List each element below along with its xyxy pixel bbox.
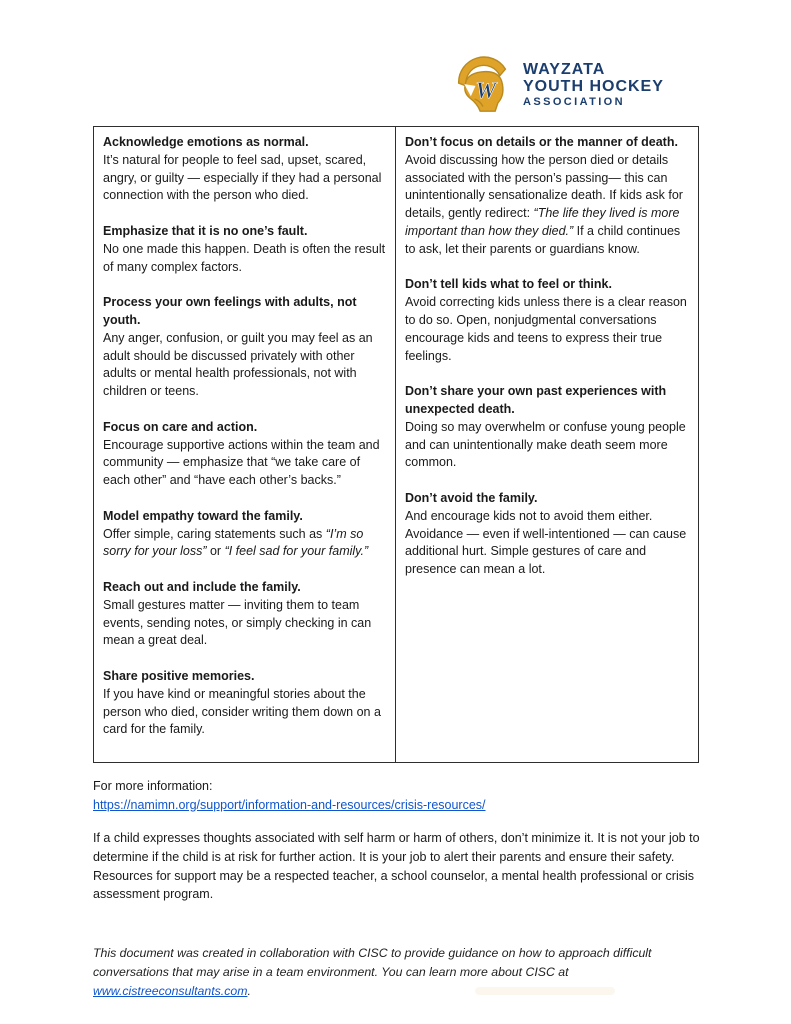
trojan-helmet-icon bbox=[452, 56, 514, 114]
footer-text-post: . bbox=[247, 983, 251, 998]
guidance-body: It’s natural for people to feel sad, upset, scared, angry, or guilty — especially if they had a personal connection with the person who died. bbox=[103, 152, 382, 203]
guidance-item bbox=[405, 276, 689, 365]
wyha-logo bbox=[452, 56, 664, 114]
guidance-heading: Don’t tell kids what to feel or think. bbox=[405, 277, 612, 292]
guidance-item bbox=[103, 419, 386, 490]
guidance-body: If you have kind or meaningful stories about the person who died, consider writing them down on a card for the family. bbox=[103, 686, 381, 737]
guidance-item bbox=[103, 134, 386, 205]
guidance-heading: Don’t avoid the family. bbox=[405, 490, 538, 505]
guidance-body: Small gestures matter — inviting them to team events, sending notes, or simply checking in can mean a great deal. bbox=[103, 597, 372, 648]
more-info-label: For more information: bbox=[93, 779, 213, 793]
guidance-item bbox=[103, 508, 386, 561]
safety-paragraph: If a child expresses thoughts associated with self harm or harm of others, don’t minimize it. It is not your job to determine if the child is at risk for further action. It is your job to alert their parents and ensure their safety. Resources for support may be a respected teacher, a school counselor, a mental health professional or crisis assessment program. bbox=[93, 831, 700, 902]
guidance-heading: Process your own feelings with adults, not youth. bbox=[103, 295, 357, 327]
guidance-body: Any anger, confusion, or guilt you may feel as an adult should be discussed privately with other adults or mental health professionals, not with children or teens. bbox=[103, 330, 373, 399]
guidance-body: Encourage supportive actions within the team and community — emphasize that “we take care of each other” and “have each other’s backs.” bbox=[103, 437, 380, 488]
footer-text-pre: This document was created in collaboration with CISC to provide guidance on how to approach difficult conversations that may arise in a team environment. You can learn more about CISC at bbox=[93, 946, 652, 979]
guidance-heading: Focus on care and action. bbox=[103, 419, 258, 434]
cisc-website-link[interactable]: www.cistreeconsultants.com bbox=[93, 983, 248, 998]
nami-crisis-resources-link[interactable]: https://namimn.org/support/information-and-resources/crisis-resources/ bbox=[93, 797, 486, 812]
logo-wordmark bbox=[523, 61, 664, 109]
guidance-body: Avoid correcting kids unless there is a clear reason to do so. Open, nonjudgmental conversations encourage kids and teens to express their true feelings. bbox=[405, 295, 687, 363]
guidance-item bbox=[405, 134, 689, 259]
guidance-item bbox=[103, 668, 386, 739]
svg-text:W: W bbox=[475, 78, 497, 105]
guidance-heading: Model empathy toward the family. bbox=[103, 508, 303, 523]
guidance-body: No one made this happen. Death is often the result of many complex factors. bbox=[103, 241, 386, 274]
guidance-table bbox=[93, 126, 699, 763]
guidance-heading: Share positive memories. bbox=[103, 668, 255, 683]
dont-column bbox=[396, 127, 698, 762]
guidance-body: Avoid discussing how the person died or details associated with the person’s passing— this can unintentionally sensationalize death. If kids ask for details, gently redirect: “The life they lived is more important than how they died.” If a child continues to ask, let their parents or guardians know. bbox=[405, 152, 683, 256]
guidance-body: Doing so may overwhelm or confuse young people and can unintentionally make death seem more common. bbox=[405, 419, 686, 470]
guidance-heading: Don’t focus on details or the manner of death. bbox=[405, 135, 678, 149]
guidance-item bbox=[405, 490, 689, 579]
guidance-body: And encourage kids not to avoid them either. Avoidance — even if well-intentioned — can cause additional hurt. Simple gestures of care and presence can mean a lot. bbox=[405, 508, 687, 577]
do-column bbox=[94, 127, 396, 762]
collaboration-footer bbox=[93, 944, 715, 1000]
guidance-heading: Don’t share your own past experiences with unexpected death. bbox=[405, 384, 667, 416]
guidance-item bbox=[405, 383, 689, 472]
logo-line-youth-hockey: YOUTH HOCKEY bbox=[523, 78, 664, 95]
guidance-heading: Acknowledge emotions as normal. bbox=[103, 135, 309, 149]
guidance-heading: Reach out and include the family. bbox=[103, 579, 301, 594]
guidance-body: Offer simple, caring statements such as “I’m so sorry for your loss” or “I feel sad for your family.” bbox=[103, 526, 369, 559]
guidance-heading: Emphasize that it is no one’s fault. bbox=[103, 223, 308, 238]
guidance-item bbox=[103, 223, 386, 276]
logo-line-association: ASSOCIATION bbox=[523, 96, 625, 108]
more-info-block bbox=[93, 777, 486, 814]
guidance-item bbox=[103, 579, 386, 650]
guidance-item bbox=[103, 294, 386, 401]
logo-line-wayzata: WAYZATA bbox=[523, 61, 606, 78]
